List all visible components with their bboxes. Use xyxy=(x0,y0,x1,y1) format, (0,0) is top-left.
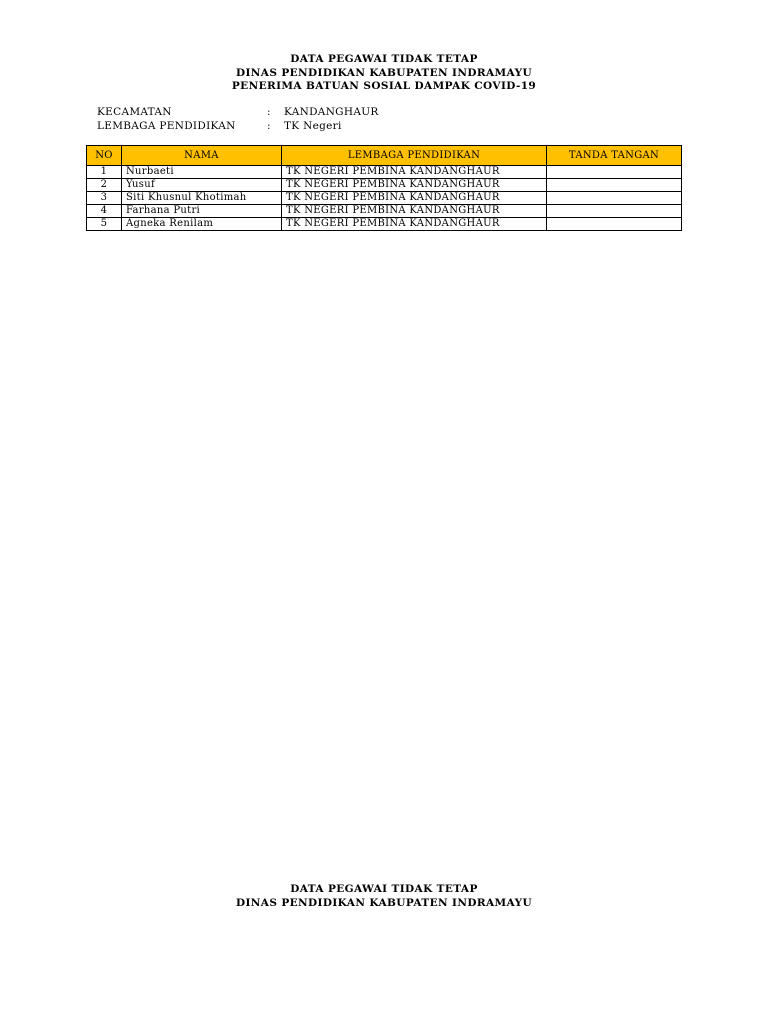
cell-tanda-tangan xyxy=(547,166,682,179)
table-row xyxy=(87,218,682,231)
column-header-nama: NAMA xyxy=(122,146,282,166)
kecamatan-value: KANDANGHAUR xyxy=(284,106,379,118)
cell-tanda-tangan xyxy=(547,205,682,218)
title-line-1: DATA PEGAWAI TIDAK TETAP xyxy=(290,53,478,65)
cell-nama: Agneka Renilam xyxy=(122,218,282,231)
cell-lembaga: TK NEGERI PEMBINA KANDANGHAUR xyxy=(282,218,547,231)
footer-title-line-2: DINAS PENDIDIKAN KABUPATEN INDRAMAYU xyxy=(235,896,533,909)
next-page-title xyxy=(0,883,768,910)
cell-no: 3 xyxy=(87,192,122,205)
column-header-lembaga: LEMBAGA PENDIDIKAN xyxy=(282,146,547,166)
lembaga-separator: : xyxy=(267,120,271,132)
kecamatan-label: KECAMATAN xyxy=(97,106,172,118)
cell-no: 1 xyxy=(87,166,122,179)
table-row xyxy=(87,205,682,218)
title-line-2: DINAS PENDIDIKAN KABUPATEN INDRAMAYU xyxy=(235,66,533,79)
cell-tanda-tangan xyxy=(547,218,682,231)
table-row xyxy=(87,192,682,205)
lembaga-label: LEMBAGA PENDIDIKAN xyxy=(97,120,236,132)
cell-no: 5 xyxy=(87,218,122,231)
footer-title-line-1: DATA PEGAWAI TIDAK TETAP xyxy=(290,883,478,895)
cell-tanda-tangan xyxy=(547,192,682,205)
cell-nama: Nurbaeti xyxy=(122,166,282,179)
staff-table xyxy=(86,145,682,231)
cell-nama: Siti Khusnul Khotimah xyxy=(122,192,282,205)
cell-no: 4 xyxy=(87,205,122,218)
cell-lembaga: TK NEGERI PEMBINA KANDANGHAUR xyxy=(282,205,547,218)
table-row xyxy=(87,166,682,179)
cell-lembaga: TK NEGERI PEMBINA KANDANGHAUR xyxy=(282,192,547,205)
document-title xyxy=(0,53,768,94)
cell-no: 2 xyxy=(87,179,122,192)
cell-nama: Yusuf xyxy=(122,179,282,192)
cell-tanda-tangan xyxy=(547,179,682,192)
lembaga-value: TK Negeri xyxy=(284,120,342,132)
kecamatan-separator: : xyxy=(267,106,271,118)
cell-lembaga: TK NEGERI PEMBINA KANDANGHAUR xyxy=(282,179,547,192)
table-header-row xyxy=(87,146,682,166)
cell-lembaga: TK NEGERI PEMBINA KANDANGHAUR xyxy=(282,166,547,179)
column-header-no: NO xyxy=(87,146,122,166)
table-row xyxy=(87,179,682,192)
column-header-tanda-tangan: TANDA TANGAN xyxy=(547,146,682,166)
cell-nama: Farhana Putri xyxy=(122,205,282,218)
title-line-3: PENERIMA BATUAN SOSIAL DAMPAK COVID-19 xyxy=(231,80,537,92)
